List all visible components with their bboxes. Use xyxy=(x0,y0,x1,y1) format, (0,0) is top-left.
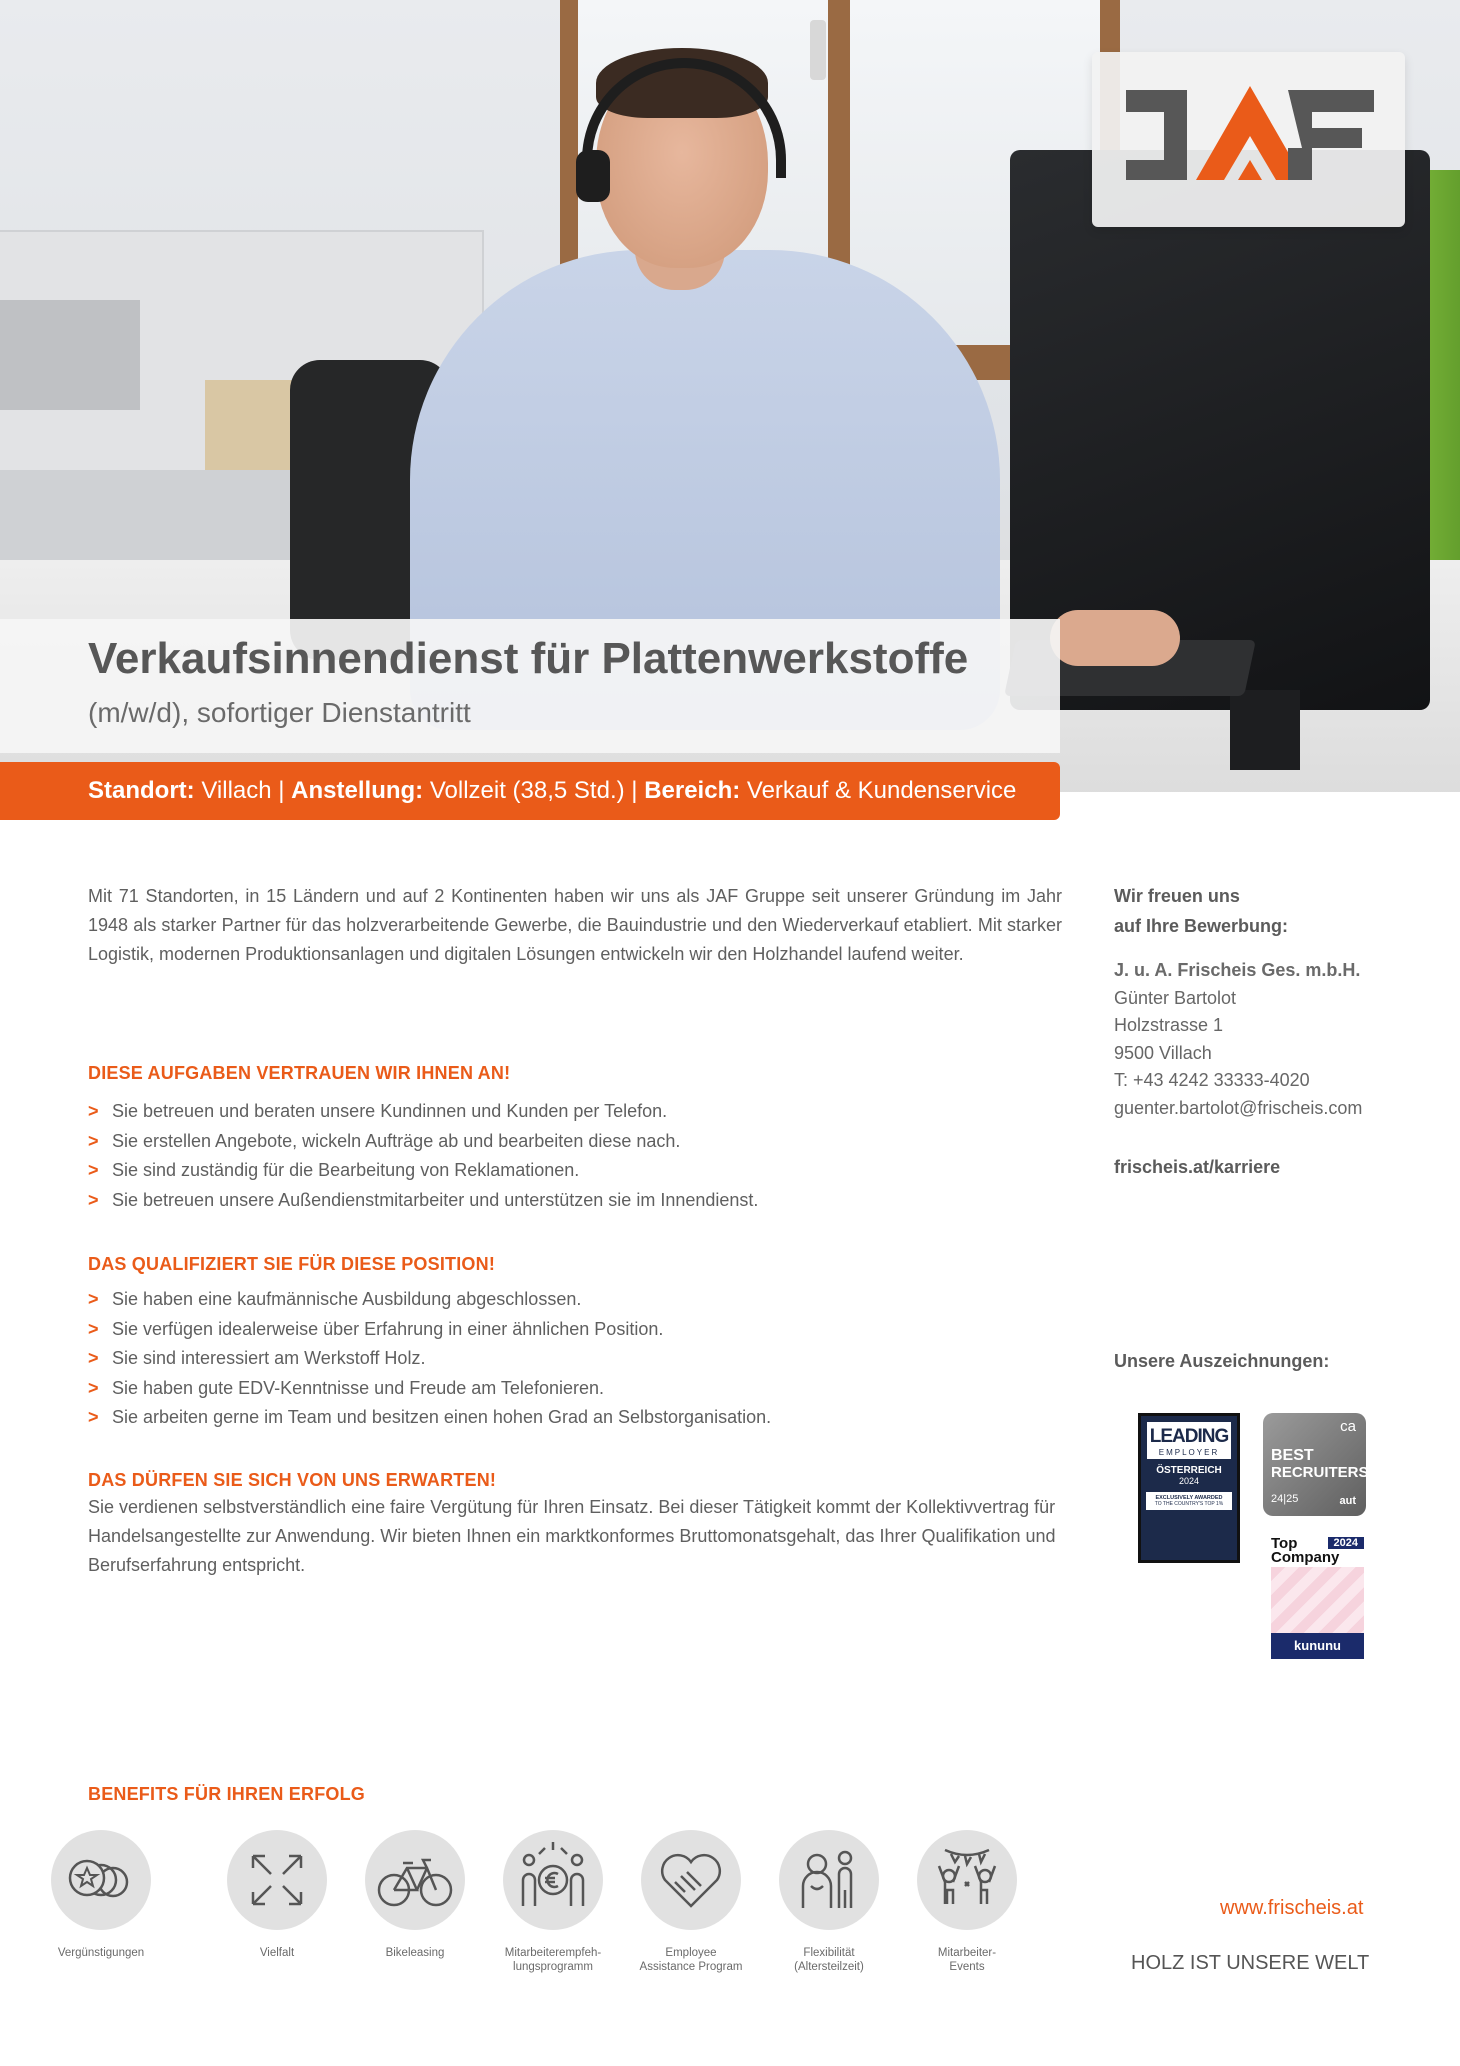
badge-text: TO THE COUNTRY'S TOP 1% xyxy=(1154,1501,1224,1507)
separator: | xyxy=(624,777,645,804)
contact-person: Günter Bartolot xyxy=(1114,987,1237,1008)
list-item: > Sie betreuen unsere Außendienstmitarbeiter und unterstützen sie im Innendienst. xyxy=(88,1186,758,1216)
career-link[interactable]: frischeis.at/karriere xyxy=(1114,1157,1281,1177)
handshake-heart-icon xyxy=(641,1830,741,1930)
info-bar xyxy=(0,762,1060,820)
employment-value: Vollzeit (38,5 Std.) xyxy=(423,777,625,804)
contact-block xyxy=(1114,881,1362,1182)
location-value: Villach xyxy=(194,777,272,804)
qualifications-heading: DAS QUALIFIZIERT SIE FÜR DIESE POSITION! xyxy=(88,1254,496,1274)
list-item: > Sie betreuen und beraten unsere Kundinnen und Kunden per Telefon. xyxy=(88,1097,758,1127)
awards-heading: Unsere Auszeichnungen: xyxy=(1114,1351,1330,1371)
benefit-item xyxy=(346,1830,484,1960)
list-item: > Sie haben gute EDV-Kenntnisse und Freude am Telefonieren. xyxy=(88,1374,771,1404)
badge-text: ca xyxy=(1340,1418,1356,1435)
window-handle xyxy=(810,20,826,80)
badge-text: BEST xyxy=(1271,1447,1314,1464)
list-item: > Sie verfügen idealerweise über Erfahrung in einer ähnlichen Position. xyxy=(88,1315,771,1345)
slogan: HOLZ IST UNSERE WELT xyxy=(1131,1952,1370,1974)
area-label: Bereich: xyxy=(644,777,741,804)
separator: | xyxy=(271,777,292,804)
badge-text: 24|25 xyxy=(1271,1493,1299,1505)
benefit-label: Mitarbeiterempfeh- xyxy=(504,1947,602,1959)
party-people-icon xyxy=(917,1830,1017,1930)
list-item: > Sie arbeiten gerne im Team und besitzen einen hohen Grad an Selbstorganisation. xyxy=(88,1403,771,1433)
badge-text: Top xyxy=(1271,1535,1298,1552)
tasks-list xyxy=(88,1097,758,1215)
badge-text: Company xyxy=(1271,1549,1340,1566)
best-recruiters-badge xyxy=(1263,1413,1369,1516)
badge-text: 2024 xyxy=(1328,1537,1364,1549)
location-label: Standort: xyxy=(88,777,195,804)
website-link[interactable]: www.frischeis.at xyxy=(1220,1897,1364,1919)
benefit-item xyxy=(484,1830,622,1974)
contact-city: 9500 Villach xyxy=(1114,1042,1212,1063)
badge-text: aut xyxy=(1339,1495,1356,1507)
badge-text: ÖSTERREICH xyxy=(1156,1465,1222,1476)
headset-earpiece xyxy=(576,150,610,202)
benefit-label: lungsprogramm xyxy=(513,1961,593,1973)
intro-paragraph: Mit 71 Standorten, in 15 Ländern und auf 2 Kontinenten haben wir uns als JAF Gruppe seit unserer Gründung im Jahr 1948 als starker Partner für das holzverarbeitende Gewerbe, die Bauindustrie und den Wiederverkauf etabliert. Mit starker Logistik, modernen Produktionsanlagen und digitalen Lösungen entwickeln wir den Holzhandel laufend weiter. xyxy=(88,886,1062,964)
area-value: Verkauf & Kundenservice xyxy=(740,777,1017,804)
benefit-item xyxy=(32,1830,170,1960)
badge-text: LEADING xyxy=(1149,1426,1229,1447)
smiley-faces-icon xyxy=(51,1830,151,1930)
person-hand xyxy=(1050,610,1180,666)
jaf-logo-mark xyxy=(1092,52,1405,227)
benefit-label: (Altersteilzeit) xyxy=(794,1961,864,1973)
contact-phone: T: +43 4242 33333-4020 xyxy=(1114,1070,1310,1090)
badge-text: EMPLOYER xyxy=(1158,1448,1220,1457)
qualifications-list xyxy=(88,1285,771,1433)
benefit-label: Vielfalt xyxy=(259,1947,295,1959)
arrows-expand-icon xyxy=(227,1830,327,1930)
contact-heading: auf Ihre Bewerbung: xyxy=(1114,916,1289,936)
kununu-badge xyxy=(1271,1535,1364,1663)
list-item: > Sie haben eine kaufmännische Ausbildung abgeschlossen. xyxy=(88,1285,771,1315)
expectations-heading: DAS DÜRFEN SIE SICH VON UNS ERWARTEN! xyxy=(88,1470,497,1490)
benefit-item xyxy=(622,1830,760,1974)
benefit-label: Vergünstigungen xyxy=(57,1947,145,1959)
benefit-label: Events xyxy=(949,1961,985,1973)
list-item: > Sie sind interessiert am Werkstoff Holz. xyxy=(88,1344,771,1374)
benefit-label: Bikeleasing xyxy=(385,1947,445,1959)
jaf-logo xyxy=(1092,52,1405,227)
benefit-item xyxy=(898,1830,1036,1974)
bicycle-icon xyxy=(365,1830,465,1930)
contact-street: Holzstrasse 1 xyxy=(1114,1015,1224,1035)
badge-text: EXCLUSIVELY AWARDED xyxy=(1155,1495,1223,1501)
badge-text: 2024 xyxy=(1178,1476,1200,1486)
family-icon xyxy=(779,1830,879,1930)
monitor-stand xyxy=(1230,690,1300,770)
expectations-paragraph: Sie verdienen selbstverständlich eine faire Vergütung für Ihren Einsatz. Bei dieser Tätigkeit kommt der Kollektivvertrag für Handelsangestellte zur Anwendung. Wir bieten Ihnen ein marktkonformes Bruttomonatsgehalt, das Ihrer Qualifikation und Berufserfahrung entspricht. xyxy=(88,1497,1056,1575)
contact-email-link[interactable]: guenter.bartolot@frischeis.com xyxy=(1114,1097,1363,1118)
company-name: J. u. A. Frischeis Ges. m.b.H. xyxy=(1114,960,1361,980)
list-item: > Sie sind zuständig für die Bearbeitung von Reklamationen. xyxy=(88,1156,758,1186)
benefit-label: Employee xyxy=(665,1947,717,1959)
benefit-label: Assistance Program xyxy=(639,1961,743,1973)
benefit-label: Mitarbeiter- xyxy=(937,1947,997,1959)
job-title: Verkaufsinnendienst für Plattenwerkstoffe xyxy=(88,634,969,683)
benefit-label: Flexibilität xyxy=(803,1947,855,1959)
benefits-heading: BENEFITS FÜR IHREN ERFOLG xyxy=(88,1784,366,1804)
list-item: > Sie erstellen Angebote, wickeln Aufträge ab und bearbeiten diese nach. xyxy=(88,1127,758,1157)
paper-tray xyxy=(0,300,140,410)
benefit-item xyxy=(208,1830,346,1960)
benefit-item xyxy=(760,1830,898,1974)
employment-label: Anstellung: xyxy=(291,777,424,804)
badge-text: RECRUITERS xyxy=(1271,1464,1369,1481)
kununu-pattern xyxy=(1271,1567,1364,1633)
tasks-heading: DIESE AUFGABEN VERTRAUEN WIR IHNEN AN! xyxy=(88,1063,511,1083)
referral-euro-icon xyxy=(503,1830,603,1930)
contact-heading: Wir freuen uns xyxy=(1114,886,1240,906)
badge-text: kununu xyxy=(1271,1633,1364,1659)
leading-employer-badge xyxy=(1138,1413,1240,1563)
job-subtitle: (m/w/d), sofortiger Dienstantritt xyxy=(88,697,471,728)
